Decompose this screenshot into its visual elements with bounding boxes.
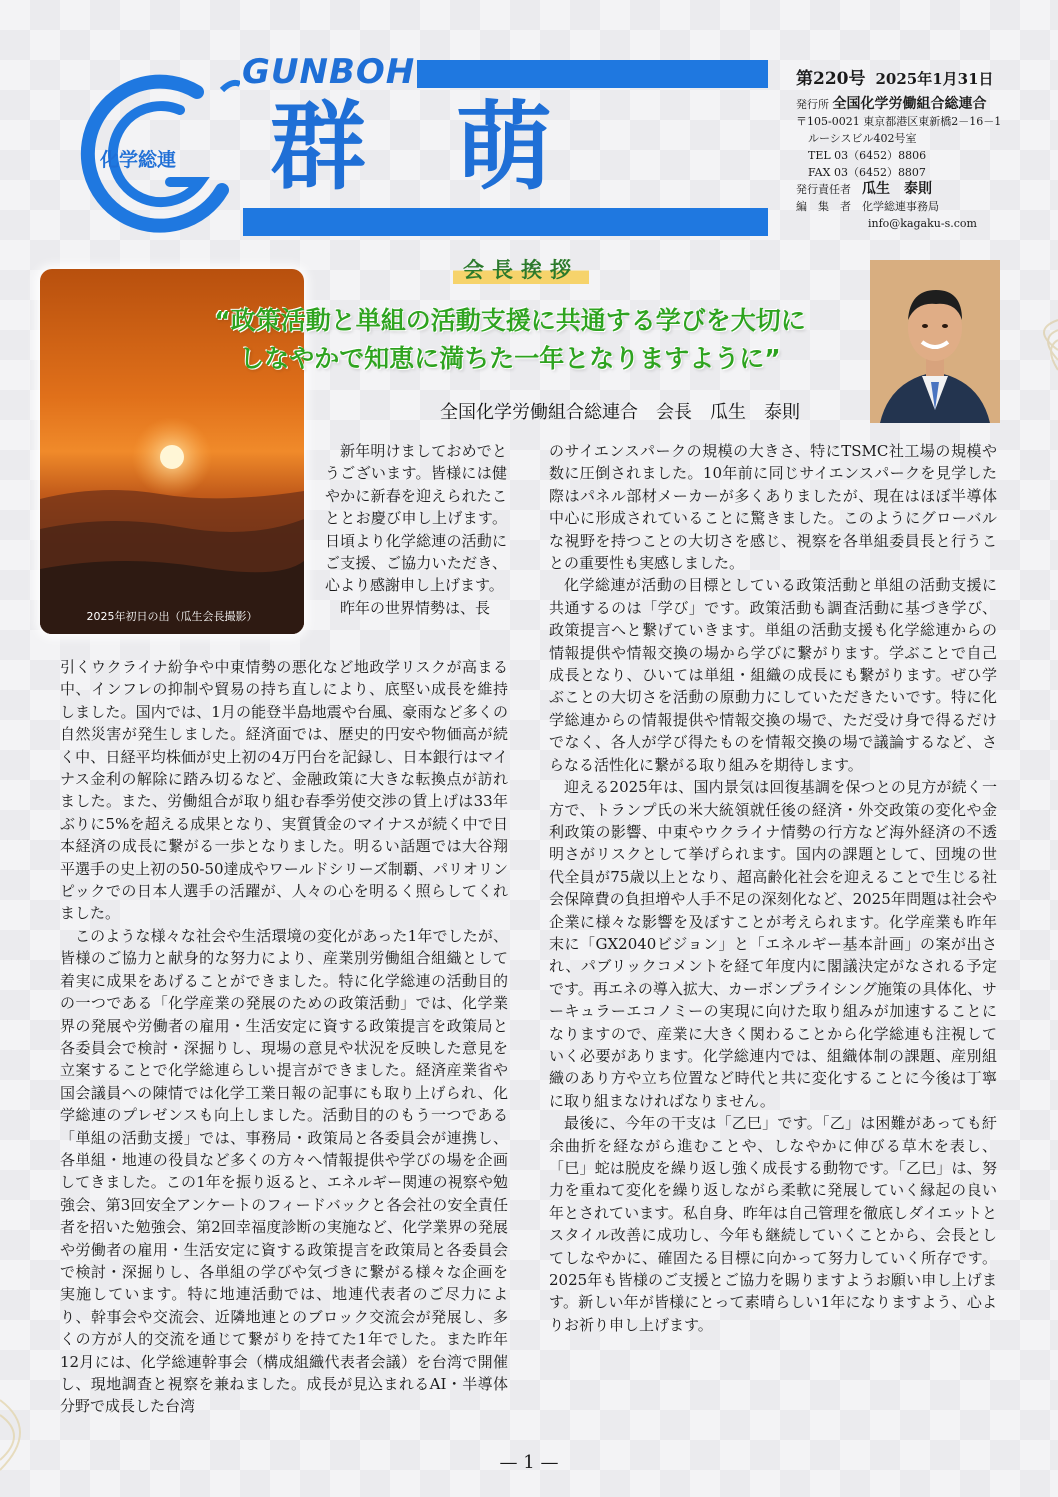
fax-number: FAX 03（6452）8807 <box>808 166 926 179</box>
paragraph-achievements: このような様々な社会や生活環境の変化があった1年でしたが、皆様のご協力と献身的な努力により、産業別労働組合組織として着実に成果をあげることができました。特に化学総連の活動目的の一つである「化学産業の発展のための政策活動」では、化学業界の発展や労働者の雇用・生活安定に資する政策提言を政策局と各委員会で検討・深掘りし、現場の意見や状況を反映した意見を立案することで化学総連らしい提言ができました。経済産業省や国会議員への陳情では化学工業日報の記事にも取り上げられ、化学総連のプレゼンスも向上しました。活動目的のもう一つである「単組の活動支援」では、事務局・政策局と各委員会が連携し、各単組・地連の役員など多くの方々へ情報提供や学びの場を企画してきました。この1年を振り返ると、エネルギー関連の視察や勉強会、第3回安全アンケートのフィードバックと各会社の安全責任者を招いた勉強会、第2回幸福度診断の実施など、化学業界の発展や労働者の雇用・生活安定に資する政策提言を政策局と各委員会で検討・深掘りし、各単組の学びや気づきに繋がる様々な企画を実施しています。特に地連活動では、地連代表者のご尽力により、幹事会や交流会、近隣地連とのブロック交流会が発展し、多くの方が人的交流を通じて繋がりを持てた1年でした。また昨年12月には、化学総連幹事会（構成組織代表者会議）を台湾で開催し、現地調査と視察を兼ねました。成長が見込まれるAI・半導体分野で成長した台湾 <box>60 926 508 1416</box>
issuer-name: 全国化学労働組合総連合 <box>832 96 987 112</box>
issue-date: 2025年1月31日 <box>875 70 994 88</box>
headline-line1: “政策活動と単組の活動支援に共通する学びを大切に <box>214 306 806 335</box>
paragraph-taiwan-visit: のサイエンスパークの規模の大きさ、特にTSMC社工場の規模や数に圧倒されました。10年前に同じサイエンスパークを見学した際はパネル部材メーカーが多くありましたが、現在はほぼ半導体中心に形成されていることに驚きました。このようにグローバルな視野を持つことの大切さを感じ、視察を各単組委員長と行うことの重要性も実感しました。 <box>549 442 997 573</box>
issue-number: 第220号 <box>796 69 866 89</box>
newsletter-title: 群萌 <box>270 91 642 203</box>
paragraph-closing: 最後に、今年の干支は「乙巳」です。「乙」は困難があっても紆余曲折を経ながら進むことや、しなやかに伸びる草木を表し、「巳」蛇は脱皮を繰り返し強く成長する動物です。「乙巳」は、努力を重ねて変化を繰り返しながら柔軟に発展していく縁起の良い年とされています。私自身、昨年は自己管理を徹底しダイエットとスタイル改善に成功し、今年も継続していくことから、会長としてしなやかに、確固たる目標に向かって努力していく所存です。2025年も皆様のご支援とご協力を賜りますようお願い申し上げます。新しい年が皆様にとって素晴らしい1年になりますよう、心よりお祈り申し上げます。 <box>549 1114 997 1334</box>
address-line2: ルーシスビル402号室 <box>808 132 917 145</box>
contact-email: info@kagaku-s.com <box>868 217 977 230</box>
article-column-left <box>60 656 508 1418</box>
kagaku-soren-logo <box>72 70 240 238</box>
tel-number: TEL 03（6452）8806 <box>808 149 927 162</box>
address-line1: 〒105-0021 東京都港区東新橋2－16－1 <box>796 115 1002 128</box>
responsible-name: 瓜生 泰則 <box>862 181 932 197</box>
greeting-paragraph: 新年明けましておめでとうございます。皆様には健やかに新春を迎えられたこととお慶び申し上げます。日頃より化学総連の活動にご支援、ご協力いただき、心より感謝申し上げます。 <box>325 442 507 595</box>
article-column-left-top <box>325 440 507 619</box>
chairman-portrait <box>870 260 1000 423</box>
page-number: — 1 — <box>499 1452 559 1473</box>
paragraph-world-affairs-start: 昨年の世界情勢は、長 <box>340 598 491 617</box>
paragraph-world-affairs: 引くウクライナ紛争や中東情勢の悪化など地政学リスクが高まる中、インフレの抑制や貿易の持ち直しにより、底堅い成長を維持しました。国内では、1月の能登半島地震や台風、豪雨など多くの自然災害が発生しました。経済面では、歴史的円安や物価高が続く中、日経平均株価が史上初の4万円台を記録し、日本銀行はマイナス金利の解除に踏み切るなど、金融政策に大きな転換点が訪れました。また、労働組合が取り組む春季労使交渉の賃上げは33年ぶりに5%を超える成果となり、実質賃金のマイナスが続く中で日本経済の成長に繋がる一歩となりました。明るい話題では大谷翔平選手の史上初の50-50達成やワールドシリーズ制覇、パリオリンピックでの日本人選手の活躍が、人々の心を明るく照らしてくれました。 <box>60 658 508 923</box>
issue-info <box>796 64 994 89</box>
editor-label: 編 集 者 <box>796 200 851 213</box>
paragraph-outlook-2025: 迎える2025年は、国内景気は回復基調を保つとの見方が続く一方で、トランプ氏の米大統領就任後の経済・外交政策の変化や金利政策の影響、中東やウクライナ情勢の行方など海外経済の不透明さがリスクとして挙げられます。国内の課題として、団塊の世代全員が75歳以上となり、超高齢化社会を迎えることで生じる社会保障費の負担増や人手不足の深刻化など、2025年問題は社会や企業に様々な影響を及ぼすことが考えられます。化学産業も昨年末に「GX2040ビジョン」と「エネルギー基本計画」の案が出され、パブリックコメントを経て年度内に閣議決定がなされる予定です。再エネの導入拡大、カーボンプライシング施策の具体化、サーキュラーエコノミーの実現に向けた取り組みが加速することになりますので、産業に大きく関わることから化学総連も注視していく必要があります。化学総連内では、組織体制の課題、産別組織のあり方や立ち位置など時代と共に変化することに今後は丁寧に取り組まなければなりません。 <box>549 778 997 1110</box>
photo-caption: 2025年初日の出（瓜生会長撮影） <box>86 610 258 623</box>
portrait-image <box>870 260 1000 423</box>
article-author: 全国化学労働組合総連合 会長 瓜生 泰則 <box>440 402 800 423</box>
article-headline <box>150 302 870 378</box>
editor-name: 化学総連事務局 <box>862 200 939 213</box>
logo-text: 化学総連 <box>100 149 177 171</box>
issuer-label: 発行所 <box>796 98 829 111</box>
article-column-right <box>549 440 997 1336</box>
responsible-label: 発行責任者 <box>796 183 851 196</box>
section-title: 会長挨拶 <box>453 254 589 284</box>
masthead-bar-top <box>417 60 768 88</box>
publisher-info <box>796 96 1001 232</box>
masthead-bar-bottom <box>243 208 768 236</box>
headline-line2: しなやかで知恵に満ちた一年となりますように” <box>239 344 781 373</box>
decorative-wave-pattern <box>1000 300 1058 400</box>
paragraph-learning: 化学総連が活動の目標としている政策活動と単組の活動支援に共通するのは「学び」です。政策活動も調査活動に基づき学び、政策提言へと繋げていきます。単組の活動支援も化学総連からの情報提供や情報交換の場から学びに繋がります。学ぶことで自己成長となり、ひいては単組・組織の成長にも繋がります。ぜひ学ぶことの大切さを活動の原動力にしていただきたいです。特に化学総連からの情報提供や情報交換の場で、ただ受け身で得るだけでなく、各人が学び得たものを情報交換の場で議論するなど、さらなる活性化に繋がる取り組みを期待します。 <box>549 576 997 774</box>
brand-romaji: GUNBOH <box>242 52 416 92</box>
